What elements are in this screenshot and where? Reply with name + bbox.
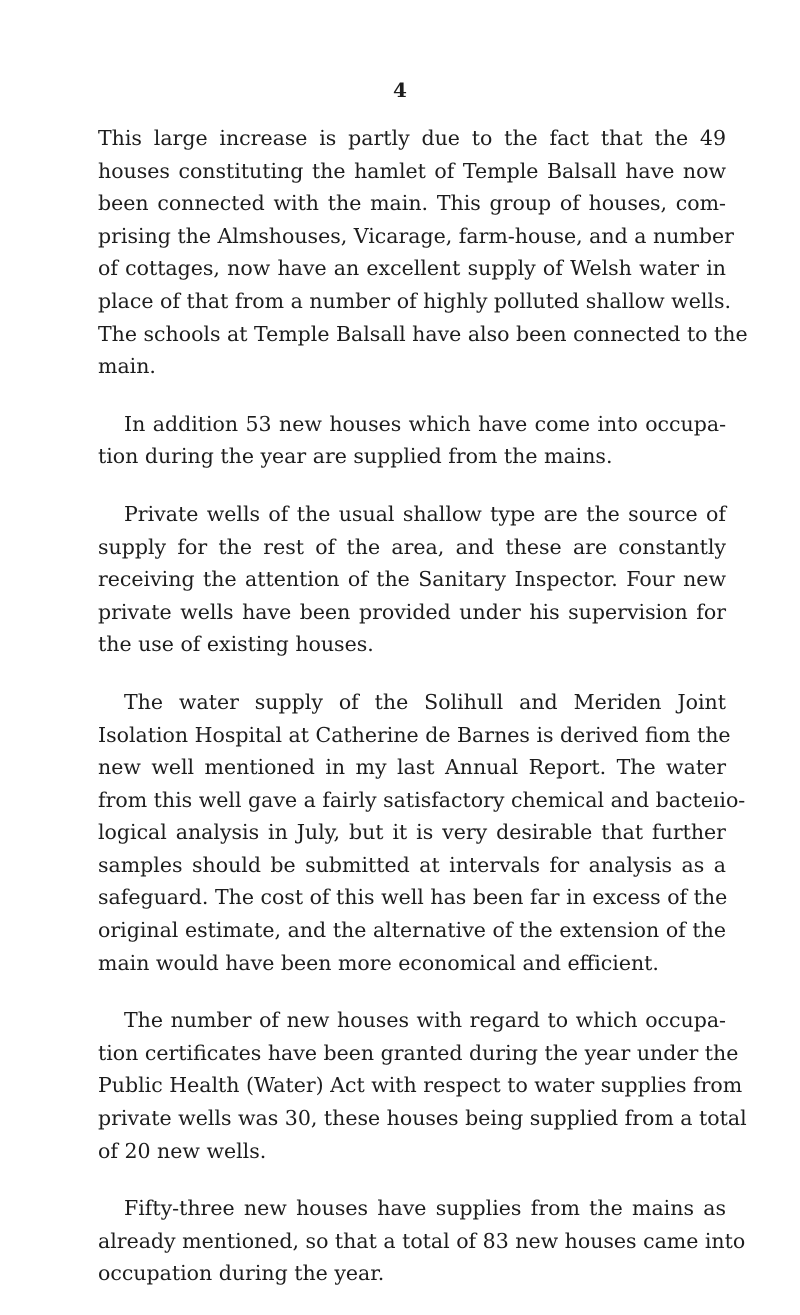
text-line: In addition 53 new houses which have come into occupa- [124,411,726,436]
text-line: Private wells of the usual shallow type are the source of [124,501,726,526]
text-line: private wells have been provided under his supervision for [98,599,726,624]
text-line: logical analysis in July, but it is very desirable that further [98,820,726,845]
page-number: 4 [393,78,407,102]
paragraph [98,686,746,979]
text-line: main would have been more economical and efficient. [98,950,659,975]
paragraph [98,1192,746,1290]
text-line: safeguard. The cost of this well has been far in excess of the [98,885,728,910]
paragraph [98,122,748,383]
text-line: Isolation Hospital at Catherine de Barnes is derived fiom the [98,722,731,747]
text-line: houses constituting the hamlet of Temple Balsall have now [98,158,726,183]
text-line: This large increase is partly due to the fact that the 49 [98,126,726,150]
paragraph [98,498,726,661]
text-line: from this well gave a fairly satisfactory chemical and bacteıio- [98,787,746,812]
text-line: Public Health (Water) Act with respect to water supplies from [98,1073,743,1098]
text-line: the use of existing houses. [98,632,374,657]
paragraph [98,1004,747,1167]
text-line: of 20 new wells. [98,1138,267,1163]
text-line: receiving the attention of the Sanitary Inspector. Four new [98,567,726,592]
text-line: private wells was 30, these houses being supplied from a total [98,1106,747,1131]
text-line: already mentioned, so that a total of 83 new houses came into [98,1228,746,1253]
text-line: prising the Almshouses, Vicarage, farm-house, and a number [98,223,734,248]
text-line: main. [98,354,156,379]
text-line: of cottages, now have an excellent supply of Welsh water in [98,256,726,281]
body-text [98,122,748,1315]
text-line: place of that from a number of highly polluted shallow wells. [98,288,731,313]
text-line: samples should be submitted at intervals for analysis as a [98,852,726,877]
text-line: occupation during the year. [98,1261,385,1286]
paragraph [98,408,726,473]
text-line: Fifty-three new houses have supplies from the mains as [124,1196,726,1221]
text-line: The schools at Temple Balsall have also been connected to the [98,321,748,346]
text-line: tion during the year are supplied from the mains. [98,444,613,469]
text-line: supply for the rest of the area, and these are constantly [98,534,726,559]
text-line: new well mentioned in my last Annual Report. The water [98,755,726,780]
text-line: been connected with the main. This group of houses, com- [98,191,726,216]
text-line: The water supply of the Solihull and Meriden Joint [124,689,726,714]
text-line: original estimate, and the alternative of the extension of the [98,918,726,943]
text-line: tion certificates have been granted during the year under the [98,1040,739,1065]
text-line: The number of new houses with regard to which occupa- [124,1008,726,1033]
